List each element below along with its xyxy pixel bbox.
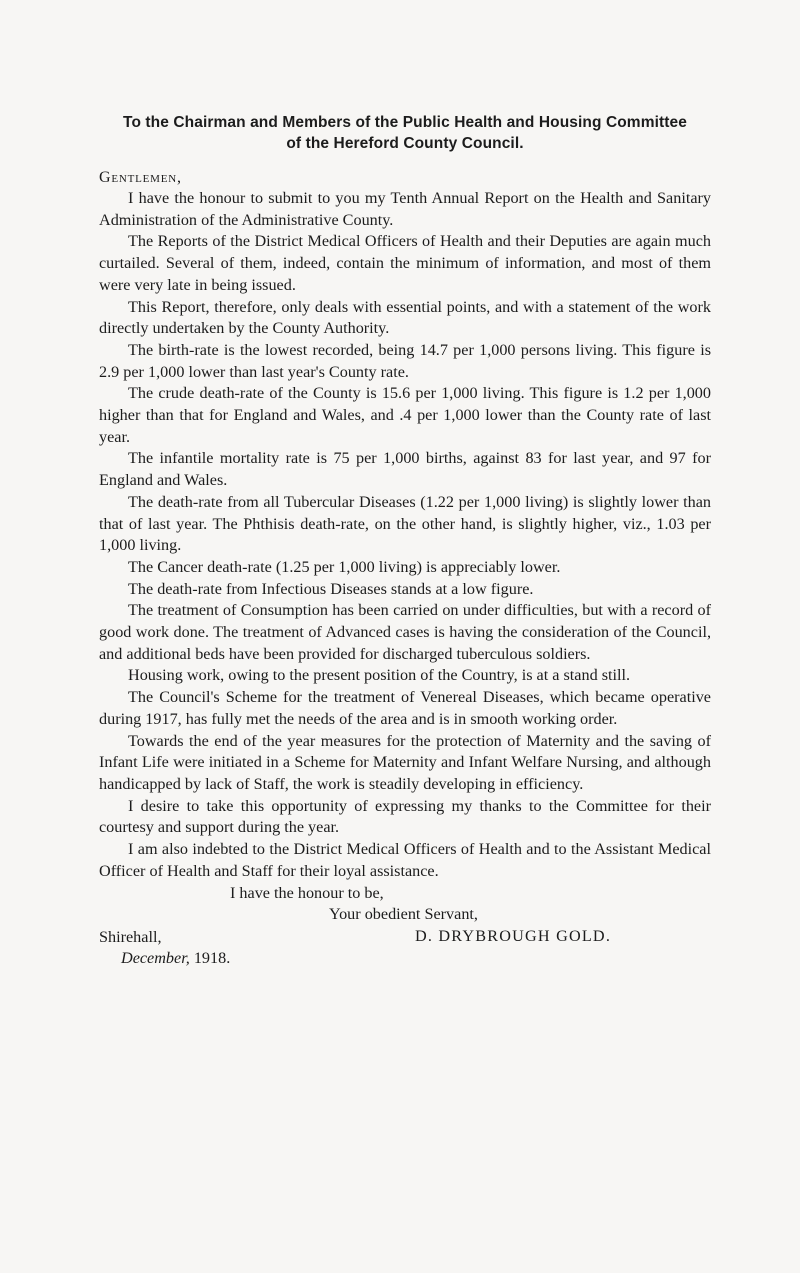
salutation: Gentlemen, [99,169,182,186]
paragraph: The infantile mortality rate is 75 per 1,000 births, against 83 for last year, and 97 for England and Wales. [99,449,711,490]
report-letter [99,112,711,970]
letter-body [99,188,711,883]
paragraph: I desire to take this opportunity of expressing my thanks to the Committee for their courtesy and support during the year. [99,796,711,837]
paragraph: The Cancer death-rate (1.25 per 1,000 living) is appreciably lower. [128,557,561,576]
paragraph: The birth-rate is the lowest recorded, being 14.7 per 1,000 persons living. This figure is 2.9 per 1,000 lower than last year's County rate. [99,340,711,381]
date-month: December, [121,949,190,968]
closing-line-1: I have the honour to be, [230,883,384,902]
place: Shirehall, [99,927,162,946]
paragraph: I am also indebted to the District Medical Officers of Health and to the Assistant Medical Officer of Health and Staff for their loyal assistance. [99,840,711,880]
paragraph: The Council's Scheme for the treatment of Venereal Diseases, which became operative during 1917, has fully met the needs of the area and is in smooth working order. [99,688,711,728]
paragraph: Housing work, owing to the present position of the Country, is at a stand still. [128,666,631,685]
paragraph: This Report, therefore, only deals with essential points, and with a statement of the work directly undertaken by the County Authority. [99,297,711,338]
paragraph: The death-rate from Infectious Diseases stands at a low figure. [128,579,534,598]
paragraph: The crude death-rate of the County is 15.6 per 1,000 living. This figure is 1.2 per 1,000 higher than that for England and Wales, and .4 per 1,000 lower than the County rate of last year. [99,384,711,446]
closing-line-2: Your obedient Servant, [329,905,478,924]
signature: D. DRYBROUGH GOLD. [415,926,612,945]
paragraph: The Reports of the District Medical Officers of Health and their Deputies are again much curtailed. Several of them, indeed, contain the minimum of information, and most of them were very late in being issued. [99,232,711,294]
date-year: 1918. [193,949,231,968]
letter-heading [99,112,711,154]
heading-line-2: of the Hereford County Council. [286,135,524,152]
paragraph: The death-rate from all Tubercular Diseases (1.22 per 1,000 living) is slightly lower than that of last year. The Phthisis death-rate, on the other hand, is slightly higher, viz., 1.03 per 1,000 living. [99,492,711,555]
paragraph: Towards the end of the year measures for the protection of Maternity and the saving of Infant Life were initiated in a Scheme for Maternity and Infant Welfare Nursing, and although handicapped by lack of Staff, the work is steadily developing in efficiency. [99,731,711,793]
paragraph: The treatment of Consumption has been carried on under difficulties, but with a record of good work done. The treatment of Advanced cases is having the consideration of the Council, and additional beds have been provided for discharged tuberculous soldiers. [99,601,711,663]
paragraph: I have the honour to submit to you my Tenth Annual Report on the Health and Sanitary Administration of the Administrative County. [99,189,711,229]
heading-line-1: To the Chairman and Members of the Public Health and Housing Committee [123,114,687,131]
closing-block [99,883,711,971]
